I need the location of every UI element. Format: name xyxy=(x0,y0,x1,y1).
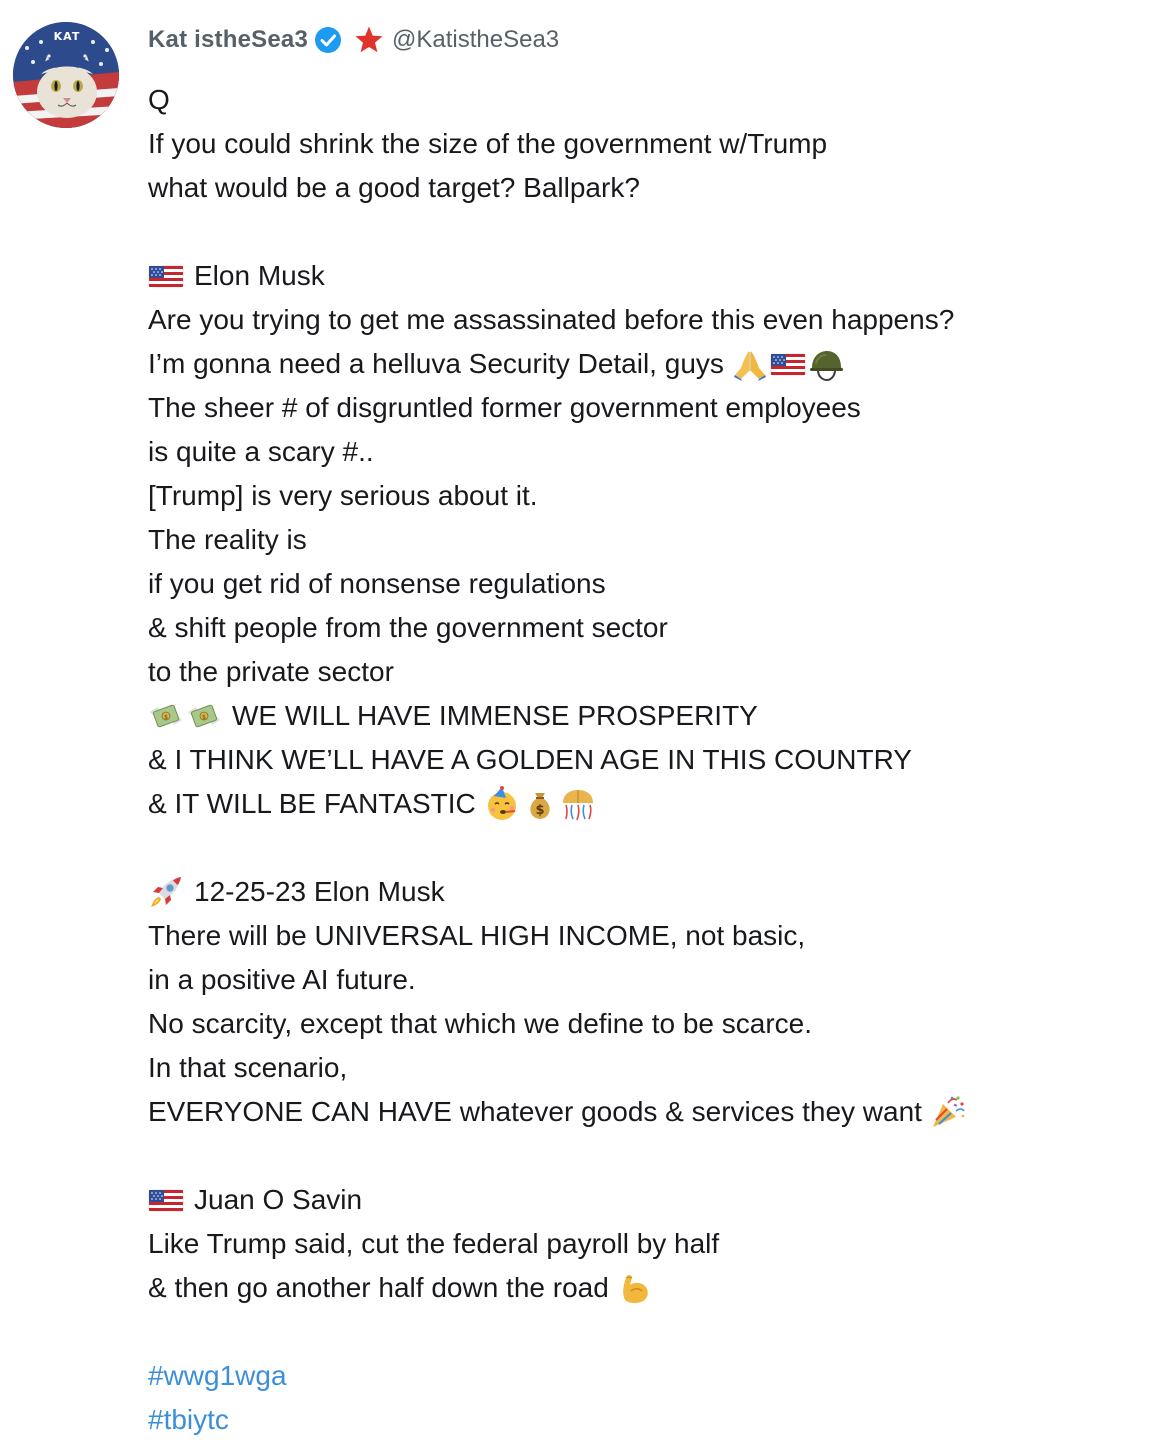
spacer xyxy=(148,1134,1128,1178)
hashtag-tbiytc[interactable]: #tbiytc xyxy=(148,1404,229,1435)
us-flag-icon xyxy=(148,258,184,294)
quote2-line-2: in a positive AI future. xyxy=(148,964,416,995)
juan-name: Juan O Savin xyxy=(194,1184,363,1215)
money-with-wings-icon xyxy=(186,698,222,734)
quote2-line-5-row xyxy=(148,1090,1128,1134)
spacer xyxy=(148,826,1128,870)
elon-line-12: & IT WILL BE FANTASTIC xyxy=(148,788,476,819)
elon-line-1: Are you trying to get me assassinated before this even happens? xyxy=(148,304,955,335)
flexed-biceps-icon xyxy=(617,1270,653,1306)
party-popper-icon xyxy=(930,1094,966,1130)
elon-line-2: I’m gonna need a helluva Security Detail, guys xyxy=(148,348,724,379)
confetti-ball-icon xyxy=(560,786,596,822)
author-handle[interactable]: @KatistheSea3 xyxy=(392,26,560,53)
avatar[interactable] xyxy=(13,22,119,128)
quote2-line-5: EVERYONE CAN HAVE whatever goods & services they want xyxy=(148,1096,922,1127)
spacer xyxy=(148,1310,1128,1354)
author-display-name[interactable]: Kat istheSea3 xyxy=(148,26,309,53)
us-flag-icon xyxy=(148,1182,184,1218)
quote2-line-1: There will be UNIVERSAL HIGH INCOME, not basic, xyxy=(148,920,806,951)
elon-line-7: if you get rid of nonsense regulations xyxy=(148,568,606,599)
post-body xyxy=(148,78,1128,1442)
elon-line-10: WE WILL HAVE IMMENSE PROSPERITY xyxy=(232,700,758,731)
elon-line-6: The reality is xyxy=(148,524,307,555)
q-label: Q xyxy=(148,84,170,115)
avatar-label: KAT xyxy=(53,30,81,43)
elon-line-4: is quite a scary #.. xyxy=(148,436,374,467)
avatar-image xyxy=(13,22,119,128)
elon-line-9: to the private sector xyxy=(148,656,394,687)
quote2-line-3: No scarcity, except that which we define to be scarce. xyxy=(148,1008,813,1039)
elon-line-5: [Trump] is very serious about it. xyxy=(148,480,538,511)
star-icon xyxy=(354,25,384,55)
hashtag-wwg1wga[interactable]: #wwg1wga xyxy=(148,1360,287,1391)
rocket-icon xyxy=(148,874,184,910)
money-with-wings-icon xyxy=(148,698,184,734)
elon-line-11: & I THINK WE’LL HAVE A GOLDEN AGE IN THIS COUNTRY xyxy=(148,744,912,775)
q-line-2: what would be a good target? Ballpark? xyxy=(148,172,640,203)
elon-header xyxy=(148,254,1128,298)
juan-line-2-row xyxy=(148,1266,1128,1310)
quote2-header: 12-25-23 Elon Musk xyxy=(194,876,445,907)
elon-line-2-row xyxy=(148,342,1128,386)
folded-hands-icon xyxy=(732,346,768,382)
elon-line-8: & shift people from the government sector xyxy=(148,612,668,643)
military-helmet-icon xyxy=(808,346,844,382)
us-flag-icon xyxy=(770,346,806,382)
elon-line-10-row xyxy=(148,694,1128,738)
elon-name: Elon Musk xyxy=(194,260,325,291)
juan-line-1: Like Trump said, cut the federal payroll by half xyxy=(148,1228,720,1259)
quote2-line-4: In that scenario, xyxy=(148,1052,348,1083)
elon-line-12-row xyxy=(148,782,1128,826)
money-bag-icon xyxy=(522,786,558,822)
hashtag-row-1 xyxy=(148,1354,1128,1398)
juan-header xyxy=(148,1178,1128,1222)
juan-line-2: & then go another half down the road xyxy=(148,1272,609,1303)
elon-line-3: The sheer # of disgruntled former government employees xyxy=(148,392,861,423)
quote2-header-row xyxy=(148,870,1128,914)
q-line-1: If you could shrink the size of the government w/Trump xyxy=(148,128,828,159)
partying-face-icon xyxy=(484,786,520,822)
hashtag-row-2 xyxy=(148,1398,1128,1442)
verified-check-icon xyxy=(314,26,342,54)
post-header xyxy=(148,22,559,58)
spacer xyxy=(148,210,1128,254)
